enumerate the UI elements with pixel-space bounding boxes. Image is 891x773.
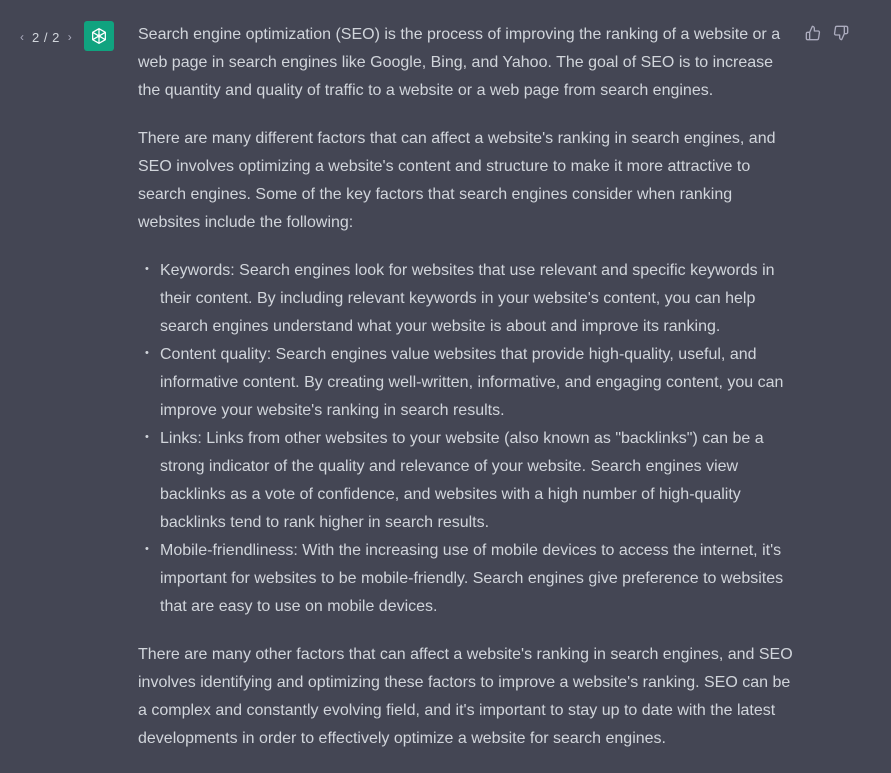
assistant-avatar [84, 21, 114, 51]
pager-count: 2 / 2 [32, 29, 60, 45]
message-paragraph: There are many other factors that can affect a website's ranking in search engines, and SEO involves identifying and optimizing these factors to improve a website's ranking. SEO can be a complex and constantly evolving field, and it's important to stay up to date with the latest developments in order to effectively optimize a website for search engines. [138, 646, 793, 747]
message-paragraph: Search engine optimization (SEO) is the process of improving the ranking of a website or a web page in search engines like Google, Bing, and Yahoo. The goal of SEO is to increase the quantity and quality of traffic to a website or a web page from search engines. [138, 26, 781, 99]
thumbs-down-button[interactable] [833, 24, 849, 42]
list-item: • Links: Links from other websites to your website (also known as "backlinks") can be a strong indicator of the quality and relevance of your website. Search engines view backlinks as a vote of confidence, and websites with a high number of high-quality backlinks tend to rank higher in search results. [160, 425, 798, 537]
chevron-right-icon[interactable]: › [67, 30, 72, 44]
thumbs-up-button[interactable] [805, 24, 821, 42]
chevron-left-icon[interactable]: ‹ [20, 30, 24, 44]
list-item: • Content quality: Search engines value websites that provide high-quality, useful, and informative content. By creating well-written, informative, and engaging content, you can improve your website's ranking in search results. [160, 341, 798, 425]
message-paragraph: There are many different factors that can affect a website's ranking in search engines, and SEO involves optimizing a website's content and structure to make it more attractive to search engines. Some of the key factors that search engines consider when ranking websites include the following: [138, 130, 776, 231]
list-item: • Mobile-friendliness: With the increasing use of mobile devices to access the internet, it's important for websites to be mobile-friendly. Search engines give preference to websites that are easy to use on mobile devices. [160, 537, 798, 621]
thumbs-down-icon [833, 25, 849, 41]
thumbs-up-icon [805, 25, 821, 41]
openai-logo-icon [88, 25, 110, 47]
factor-list [138, 257, 798, 621]
feedback-actions [805, 24, 849, 42]
list-item: • Keywords: Search engines look for websites that use relevant and specific keywords in their content. By including relevant keywords in your website's content, you can help search engines understand what your website is about and improve its ranking. [160, 257, 798, 341]
assistant-message [138, 21, 798, 773]
response-pager [18, 27, 74, 47]
